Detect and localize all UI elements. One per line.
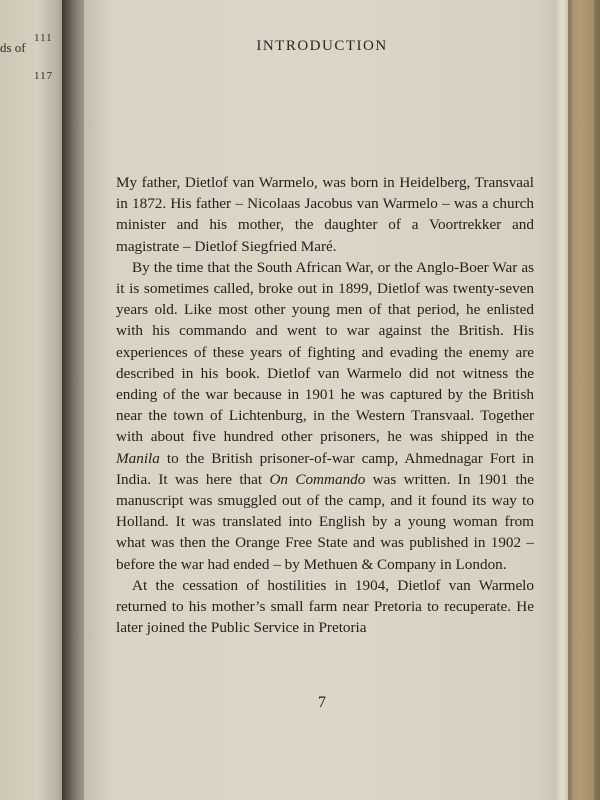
facing-page-number: 117 — [34, 70, 54, 82]
ship-name: Manila — [116, 449, 160, 467]
page-title: INTRODUCTION — [256, 38, 388, 54]
paragraph-3: At the cessation of hostilities in 1904, Dietlof van Warmelo returned to his mother’s small farm near Pretoria to recuperate. He later joined the Public Service in Pretoria — [116, 576, 534, 637]
book-page — [84, 0, 560, 800]
book-title: On Commando — [269, 470, 366, 488]
facing-page-text: ds of — [0, 40, 26, 55]
facing-page — [0, 0, 68, 800]
paragraph-2-text: By the time that the South African War, or the Anglo-Boer War as it is sometimes called, broke out in 1899, Dietlof was twenty-seven years old. Like most other young men of that period, he enlisted with his commando and went to war against the British. His experiences of these years of fighting and evading the enemy are described in his book. Dietlof van Warmelo did not witness the ending of the war because in 1901 he was captured by the British near the town of Lichtenburg, in the Western Transvaal. Together with about five hundred other prisoners, he was shipped in the — [116, 258, 534, 446]
paragraph-1: My father, Dietlof van Warmelo, was born in Heidelberg, Transvaal in 1872. His father – Nicolaas Jacobus van Warmelo – was a church minister and his mother, the daughter of a Voortrekker and magistrate – Dietlof Siegfried Maré. — [116, 174, 534, 255]
paragraph-2-text: to the British prisoner-of-war camp, Ahmednagar Fort in India. It was here that — [116, 449, 534, 488]
page-number: 7 — [318, 694, 326, 711]
paragraph-2-text: was written. In 1901 the manuscript was smuggled out of the camp, and it found its way to Holland. It was translated into English by a young woman from what was then the Orange Free State and was published in 1902 – before the war had ended – by Methuen & Company in London. — [116, 470, 534, 573]
body-text — [116, 172, 534, 638]
cover-band — [572, 0, 594, 800]
paragraph-2 — [116, 257, 534, 575]
facing-page-number: 111 — [34, 32, 53, 44]
